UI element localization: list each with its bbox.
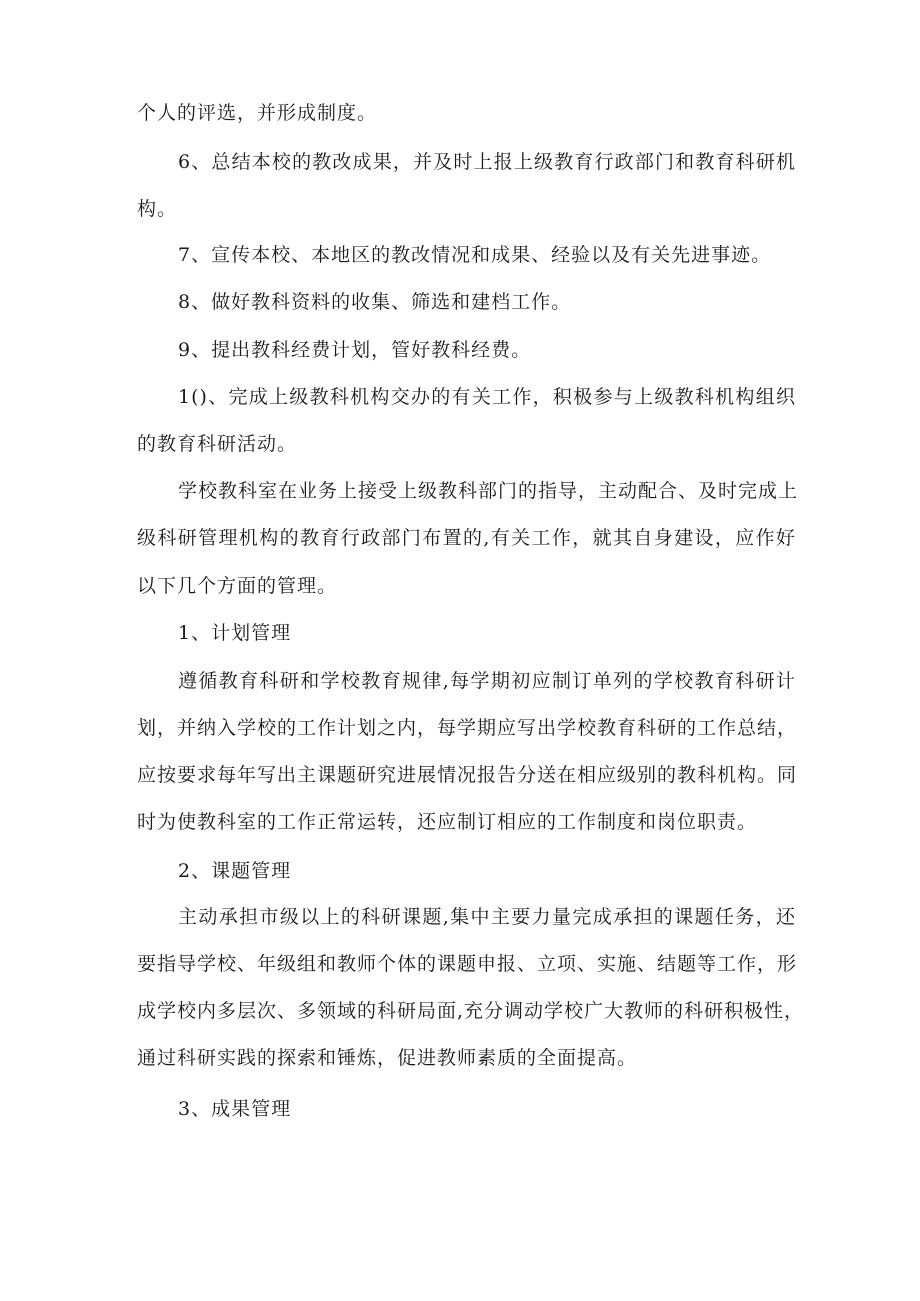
text-line: 学校教科室在业务上接受上级教科部门的指导，主动配合、及时完成上 bbox=[178, 480, 799, 502]
text-line: 成学校内多层次、多领域的科研局面,充分调动学校广大教师的科研积极性， bbox=[137, 1000, 805, 1022]
text-line: 以下几个方面的管理。 bbox=[137, 575, 338, 597]
text-line: 7、宣传本校、本地区的教改情况和成果、经验以及有关先进事迹。 bbox=[178, 244, 772, 266]
text-line: 遵循教育科研和学校教育规律,每学期初应制订单列的学校教育科研计 bbox=[178, 670, 796, 692]
text-line: 1()、完成上级教科机构交办的有关工作，积极参与上级教科机构组织 bbox=[178, 386, 796, 408]
text-line: 通过科研实践的探索和锤炼，促进教师素质的全面提高。 bbox=[137, 1047, 638, 1069]
text-line: 的教育科研活动。 bbox=[137, 433, 298, 455]
text-line: 构。 bbox=[137, 198, 178, 220]
text-line: 划，并纳入学校的工作计划之内，每学期应写出学校教育科研的工作总结， bbox=[137, 717, 798, 739]
text-line: 8、做好教科资料的收集、筛选和建档工作。 bbox=[178, 291, 572, 313]
section-heading: 3、成果管理 bbox=[178, 1098, 292, 1120]
text-line: 应按要求每年写出主课题研究进展情况报告分送在相应级别的教科机构。同 bbox=[137, 764, 798, 786]
section-heading: 2、课题管理 bbox=[178, 860, 292, 882]
section-heading: 1、计划管理 bbox=[178, 622, 292, 644]
text-line: 6、总结本校的教改成果，并及时上报上级教育行政部门和教育科研机 bbox=[178, 151, 796, 173]
text-line: 主动承担市级以上的科研课题,集中主要力量完成承担的课题任务，还 bbox=[178, 906, 796, 928]
text-line: 个人的评选，并形成制度。 bbox=[137, 102, 378, 124]
text-line: 要指导学校、年级组和教师个体的课题申报、立项、实施、结题等工作，形 bbox=[137, 953, 798, 975]
text-line: 级科研管理机构的教育行政部门布置的,有关工作，就其自身建设，应作好 bbox=[137, 527, 796, 549]
text-line: 9、提出教科经费计划，管好教科经费。 bbox=[178, 339, 532, 361]
text-line: 时为使教科室的工作正常运转，还应制订相应的工作制度和岗位职责。 bbox=[137, 811, 758, 833]
